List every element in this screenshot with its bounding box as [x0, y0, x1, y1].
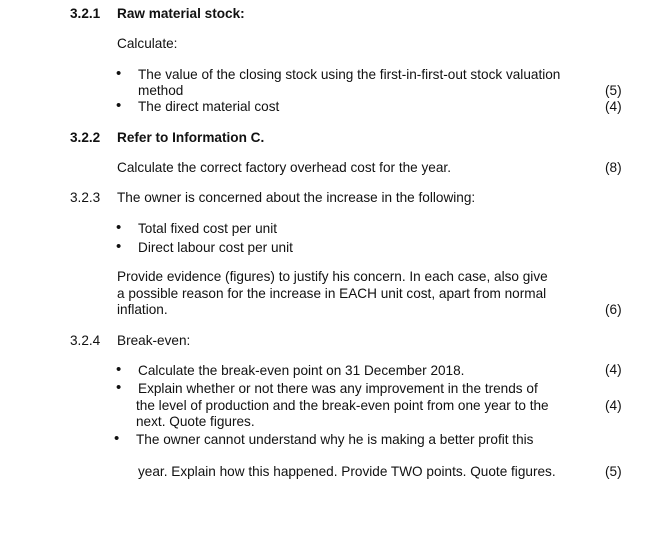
- question-number-3-2-2: 3.2.2: [70, 130, 101, 145]
- question-title-3-2-4: Break-even:: [117, 333, 191, 348]
- marks-label: (4): [605, 398, 622, 413]
- paragraph-line: inflation.: [117, 302, 168, 317]
- bullet-text: The direct material cost: [138, 99, 280, 114]
- marks-label: (8): [605, 160, 622, 175]
- bullet-icon: •: [116, 361, 122, 378]
- bullet-text-continued: year. Explain how this happened. Provide TWO points. Quote figures.: [138, 464, 556, 479]
- bullet-text-continued: method: [138, 83, 184, 98]
- bullet-icon: •: [116, 238, 122, 255]
- bullet-text: Calculate the break-even point on 31 December 2018.: [138, 363, 465, 378]
- marks-label: (4): [605, 362, 622, 377]
- question-intro-3-2-1: Calculate:: [117, 36, 178, 51]
- question-text-3-2-2: Calculate the correct factory overhead cost for the year.: [117, 160, 451, 175]
- marks-label: (5): [605, 83, 622, 98]
- bullet-text-continued: the level of production and the break-even point from one year to the: [136, 398, 549, 413]
- question-title-3-2-1: Raw material stock:: [117, 6, 245, 21]
- bullet-text-continued: next. Quote figures.: [136, 414, 255, 429]
- bullet-icon: •: [116, 65, 122, 82]
- question-number-3-2-1: 3.2.1: [70, 6, 101, 21]
- bullet-text: Direct labour cost per unit: [138, 240, 293, 255]
- bullet-text: The owner cannot understand why he is making a better profit this: [136, 432, 534, 447]
- bullet-text: The value of the closing stock using the first-in-first-out stock valuation: [138, 67, 561, 82]
- marks-label: (4): [605, 99, 622, 114]
- bullet-icon: •: [116, 219, 122, 236]
- question-intro-3-2-3: The owner is concerned about the increase in the following:: [117, 190, 476, 205]
- question-number-3-2-4: 3.2.4: [70, 333, 101, 348]
- marks-label: (5): [605, 464, 622, 479]
- bullet-icon: •: [114, 430, 120, 447]
- paragraph-line: Provide evidence (figures) to justify his concern. In each case, also give: [117, 269, 548, 284]
- question-title-3-2-2: Refer to Information C.: [117, 130, 265, 145]
- paragraph-line: a possible reason for the increase in EACH unit cost, apart from normal: [117, 286, 547, 301]
- question-number-3-2-3: 3.2.3: [70, 190, 101, 205]
- bullet-icon: •: [116, 379, 122, 396]
- bullet-text: Total fixed cost per unit: [138, 221, 278, 236]
- marks-label: (6): [605, 302, 622, 317]
- bullet-text: Explain whether or not there was any improvement in the trends of: [138, 381, 538, 396]
- bullet-icon: •: [116, 97, 122, 114]
